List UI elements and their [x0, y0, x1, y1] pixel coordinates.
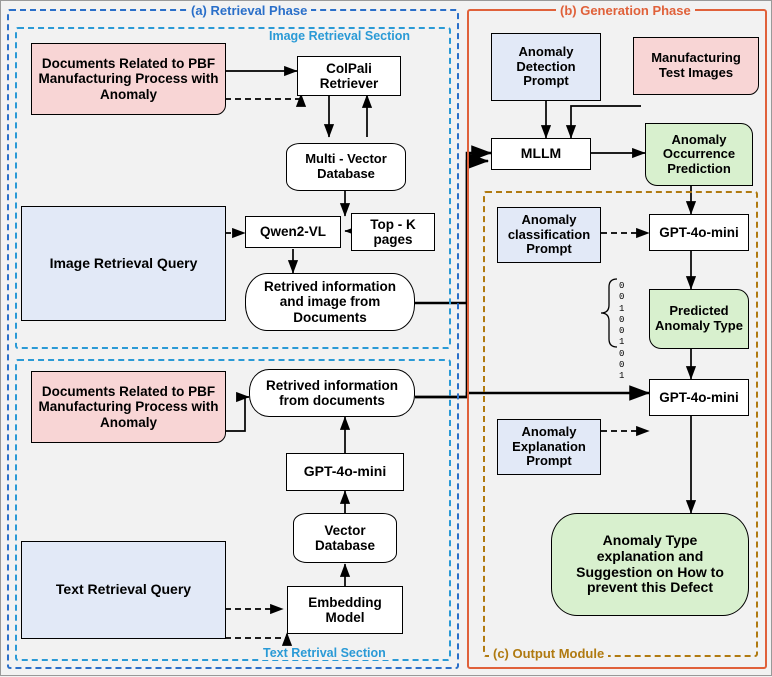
gpt4omini-explanation-node: GPT-4o-mini: [649, 379, 749, 416]
multi-vector-database-node: Multi - Vector Database: [286, 143, 406, 191]
output-module-label: (c) Output Module: [489, 646, 608, 661]
output-node: Anomaly Type explanation and Suggestion on How to prevent this Defect: [551, 513, 749, 616]
embedding-model-node: Embedding Model: [287, 586, 403, 634]
topk-pages-node: Top - K pages: [351, 213, 435, 251]
anomaly-explanation-prompt-node: Anomaly Explanation Prompt: [497, 419, 601, 475]
anomaly-detection-prompt-node: Anomaly Detection Prompt: [491, 33, 601, 101]
qwen2vl-node: Qwen2-VL: [245, 216, 341, 248]
vector-database-node: Vector Database: [293, 513, 397, 563]
retrieval-phase-label: (a) Retrieval Phase: [187, 3, 311, 18]
anomaly-classification-prompt-node: Anomaly classification Prompt: [497, 207, 601, 263]
retrieved-image-info-node: Retrived information and image from Documents: [245, 273, 415, 331]
binary-annotation: 0 0 1 0 0 1 0 0 1: [619, 281, 626, 381]
documents-image-node: Documents Related to PBF Manufacturing Process with Anomaly: [31, 43, 226, 115]
colpali-retriever-node: ColPali Retriever: [297, 56, 401, 96]
text-retrieval-section-label: Text Retrival Section: [259, 646, 390, 660]
image-retrieval-section-label: Image Retrieval Section: [265, 29, 414, 43]
image-retrieval-query-node: Image Retrieval Query: [21, 206, 226, 321]
manufacturing-test-images-node: Manufacturing Test Images: [633, 37, 759, 95]
gpt4omini-classification-node: GPT-4o-mini: [649, 214, 749, 251]
predicted-anomaly-type-node: Predicted Anomaly Type: [649, 289, 749, 349]
text-retrieval-query-node: Text Retrieval Query: [21, 541, 226, 639]
documents-text-node: Documents Related to PBF Manufacturing Process with Anomaly: [31, 371, 226, 443]
generation-phase-label: (b) Generation Phase: [556, 3, 695, 18]
anomaly-occurrence-prediction-node: Anomaly Occurrence Prediction: [645, 123, 753, 186]
mllm-node: MLLM: [491, 138, 591, 170]
retrieved-text-info-node: Retrived information from documents: [249, 369, 415, 417]
gpt4omini-text-node: GPT-4o-mini: [286, 453, 404, 491]
